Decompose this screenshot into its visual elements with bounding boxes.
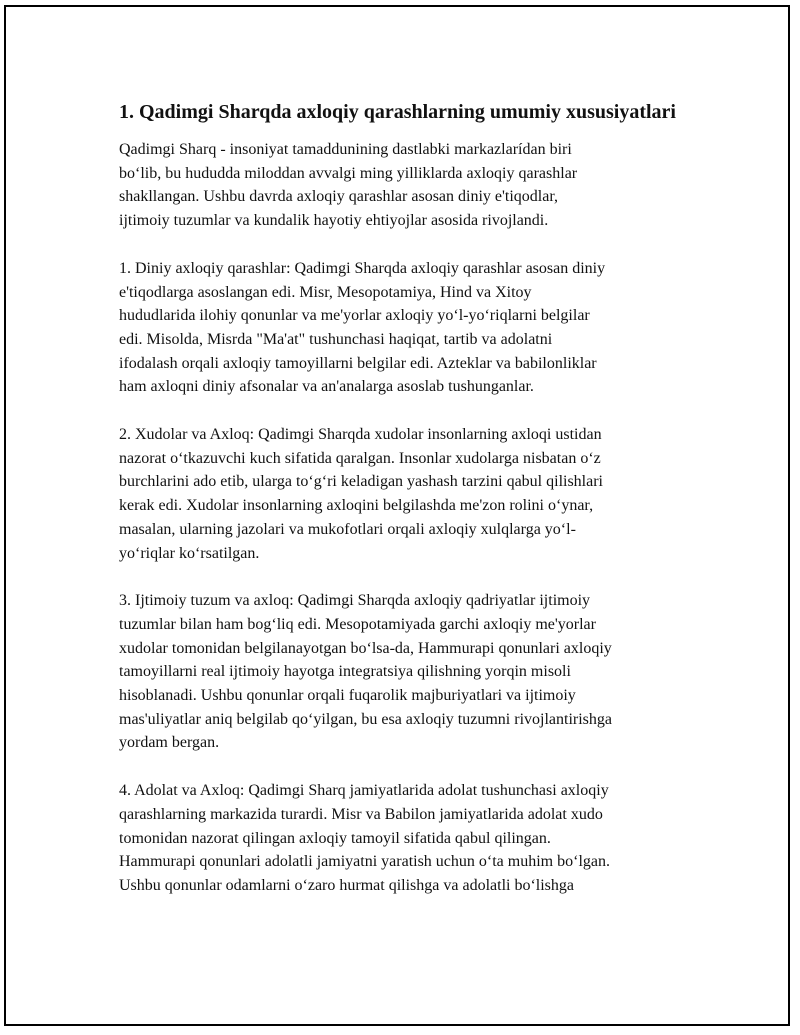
paragraph-justice: 4. Adolat va Axloq: Qadimgi Sharq jamiyatlarida adolat tushunchasi axloqiy qarashlarning markazida turardi. Misr va Babilon jamiyatlarida adolat xudo tomonidan nazorat qilingan axloqiy tamoyil sifatida qabul qilingan. Hammurapi qonunlari adolatli jamiyatni yaratish uchun o‘ta muhim bo‘lgan. Ushbu qonunlar odamlarni o‘zaro hurmat qilishga va adolatli bo‘lishga bbox=[119, 782, 610, 894]
section-heading: 1. Qadimgi Sharqda axloqiy qarashlarning umumiy xususiyatlari bbox=[119, 101, 676, 123]
paragraph-gods-and-ethics: 2. Xudolar va Axloq: Qadimgi Sharqda xudolar insonlarning axloqi ustidan nazorat o‘tkazuvchi kuch sifatida qaralgan. Insonlar xudolarga nisbatan o‘z burchlarini ado etib, ularga to‘g‘ri keladigan yashash tarzini qabul qilishlari kerak edi. Xudolar insonlarning axloqini belgilashda me'zon rolini o‘ynar, masalan, ularning jazolari va mukofotlari orqali axloqiy xulqlarga yo‘l- yo‘riqlar ko‘rsatilgan. bbox=[119, 426, 603, 562]
document-page bbox=[4, 5, 790, 1026]
intro-paragraph: Qadimgi Sharq - insoniyat tamaddunining dastlabki markazlarídan biri bo‘lib, bu hududda miloddan avvalgi ming yilliklarda axloqiy qarashlar shakllangan. Ushbu davrda axloqiy qarashlar asosan diniy e'tiqodlar, ijtimoiy tuzumlar va kundalik hayotiy ehtiyojlar asosida rivojlandi. bbox=[119, 141, 578, 230]
page-content bbox=[119, 99, 693, 922]
paragraph-religious-views: 1. Diniy axloqiy qarashlar: Qadimgi Sharqda axloqiy qarashlar asosan diniy e'tiqodlarga asoslangan edi. Misr, Mesopotamiya, Hind va Xitoy hududlarida ilohiy qonunlar va me'yorlar axloqiy yo‘l-yo‘riqlarni belgilar edi. Misolda, Misrda "Ma'at" tushunchasi haqiqat, tartib va adolatni ifodalash orqali axloqiy tamoyillarni belgilar edi. Azteklar va babilonliklar ham axloqni diniy afsonalar va an'analarga asoslab tushunganlar. bbox=[119, 259, 606, 396]
paragraph-social-order: 3. Ijtimoiy tuzum va axloq: Qadimgi Sharqda axloqiy qadriyatlar ijtimoiy tuzumlar bilan ham bog‘liq edi. Mesopotamiyada garchi axloqiy me'yorlar xudolar tomonidan belgilanayotgan bo‘lsa-da, Hammurapi qonunlari axloqiy tamoyillarni real ijtimoiy hayotga integratsiya qilishning yorqin misoli hisoblanadi. Ushbu qonunlar orqali fuqarolik majburiyatlari va ijtimoiy mas'uliyatlar aniq belgilab qo‘yilgan, bu esa axloqiy tuzumni rivojlantirishga yordam bergan. bbox=[119, 592, 612, 752]
